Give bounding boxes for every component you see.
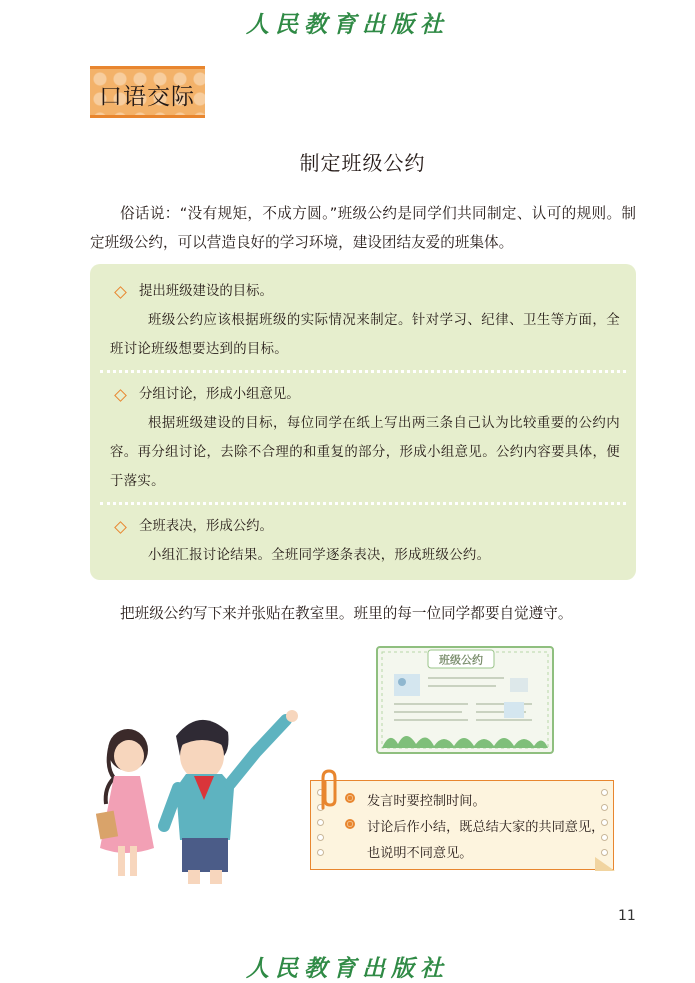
class-agreement-poster-illustration: [376, 646, 554, 754]
step-2: [110, 381, 620, 496]
page-number: 11: [618, 908, 636, 924]
circle-bullet-icon: [345, 819, 355, 829]
dotted-divider: [100, 502, 626, 505]
step-title: 全班表决，形成公约。: [139, 519, 273, 534]
diamond-bullet-icon: [114, 286, 127, 299]
publisher-footer: 人民教育出版社: [246, 955, 449, 982]
step-3: [110, 513, 620, 570]
dotted-divider: [100, 370, 626, 373]
tip-text: 发言时要控制时间。: [367, 794, 486, 809]
step-title: 分组讨论，形成小组意见。: [139, 387, 300, 402]
steps-box: [90, 264, 636, 580]
step-title: 提出班级建设的目标。: [139, 284, 273, 299]
diamond-bullet-icon: [114, 521, 127, 534]
tip-item: [345, 815, 607, 867]
note-folded-corner: [595, 857, 615, 871]
tips-note: [310, 780, 614, 870]
section-tag: [90, 66, 205, 118]
diamond-bullet-icon: [114, 389, 127, 402]
step-body: 班级公约应该根据班级的实际情况来制定。针对学习、纪律、卫生等方面，全班讨论班级想要达到的目标。: [110, 313, 620, 357]
closing-paragraph: 把班级公约写下来并张贴在教室里。班里的每一位同学都要自觉遵守。: [120, 605, 573, 622]
step-body: 小组汇报讨论结果。全班同学逐条表决，形成班级公约。: [148, 548, 491, 563]
children-illustration: [96, 708, 306, 884]
intro-paragraph: 俗话说：“没有规矩，不成方圆。”班级公约是同学们共同制定、认可的规则。制定班级公约，可以营造良好的学习环境，建设团结友爱的班集体。: [90, 205, 636, 251]
publisher-header: 人民教育出版社: [246, 11, 449, 38]
circle-bullet-icon: [345, 793, 355, 803]
poster-title: 班级公约: [439, 653, 483, 667]
step-1: [110, 278, 620, 364]
tip-text: 讨论后作小结，既总结大家的共同意见，也说明不同意见。: [367, 820, 605, 861]
paper-clip-icon: [313, 768, 343, 810]
tip-item: [345, 789, 607, 815]
step-body: 根据班级建设的目标，每位同学在纸上写出两三条自己认为比较重要的公约内容。再分组讨论，去除不合理的和重复的部分，形成小组意见。公约内容要具体，便于落实。: [110, 416, 620, 489]
section-tag-label: 口语交际: [99, 84, 195, 110]
lesson-title: 制定班级公约: [299, 151, 426, 175]
